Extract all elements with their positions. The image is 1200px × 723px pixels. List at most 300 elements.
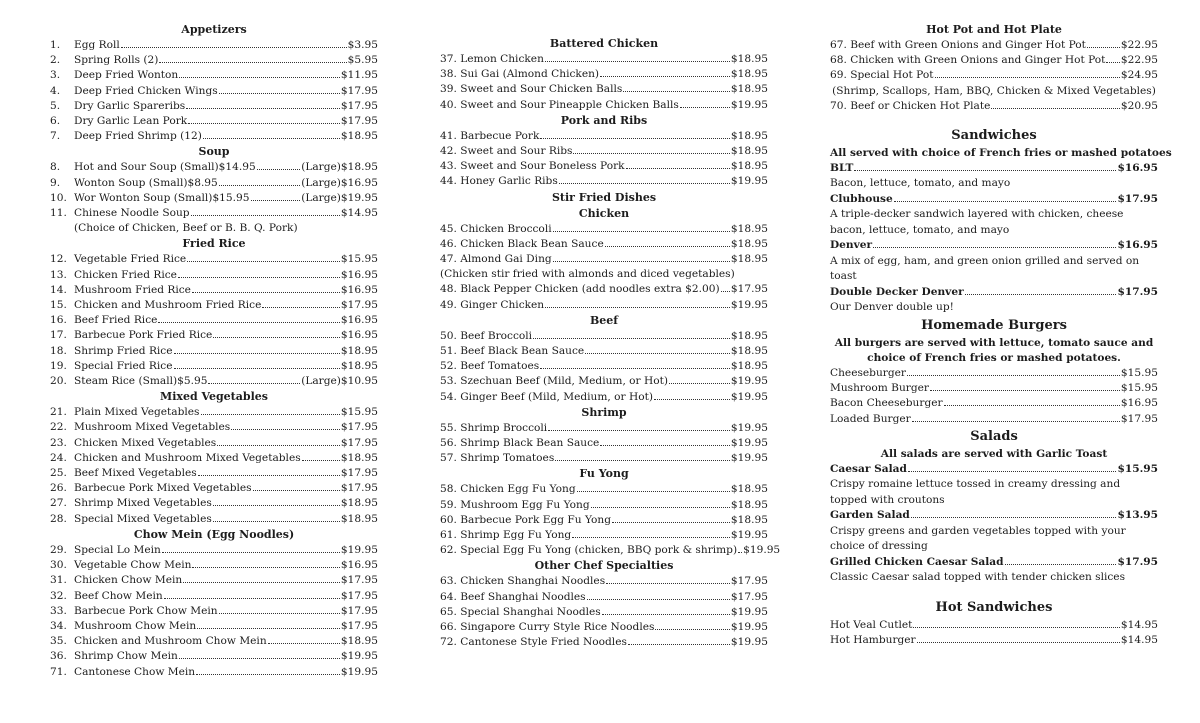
dot-leader: [231, 429, 340, 430]
menu-item: [50, 589, 378, 604]
dot-leader: [253, 490, 340, 491]
item-name: Hot Veal Cutlet: [830, 618, 913, 631]
item-name: Cheeseburger: [830, 367, 906, 379]
item-number: 20.: [50, 375, 67, 388]
dot-leader: [219, 93, 340, 94]
item-number: 30.: [50, 559, 67, 572]
item-name: 50. Beef Broccoli: [440, 329, 533, 342]
dot-leader: [572, 537, 730, 538]
item-price: $16.95: [340, 559, 378, 572]
item-number: 33.: [50, 604, 67, 617]
dot-leader: [302, 460, 340, 461]
item-name: 42. Sweet and Sour Ribs: [440, 145, 573, 158]
menu-item: [440, 436, 768, 451]
item-price: $16.95: [340, 268, 378, 281]
item-name: 41. Barbecue Pork: [440, 129, 540, 142]
item-price: $3.95: [347, 39, 378, 51]
menu-item: [830, 396, 1158, 411]
dot-leader: [158, 322, 340, 323]
menu-item: [50, 252, 378, 267]
dot-leader: [179, 658, 340, 659]
item-name: Double Decker Denver: [830, 285, 964, 298]
item-number: 11.: [50, 207, 67, 220]
menu-item: [440, 82, 768, 97]
menu-item: [440, 374, 768, 389]
menu-item: [50, 512, 378, 527]
item-number: 12.: [50, 253, 67, 266]
item-price: $18.95: [730, 237, 768, 250]
menu-item: [50, 374, 378, 389]
item-name: Clubhouse: [830, 193, 893, 206]
item-number: 35.: [50, 635, 67, 648]
section-heading: Salads: [970, 428, 1018, 444]
item-price: $18.95: [730, 329, 768, 342]
section-heading: Shrimp: [581, 405, 627, 419]
item-price: $16.95: [340, 329, 378, 342]
dot-leader: [573, 153, 729, 154]
item-name: Plain Mixed Vegetables: [74, 406, 200, 419]
menu-item: [50, 405, 378, 420]
item-price: $16.95: [340, 314, 378, 327]
item-price: $17.95: [340, 84, 378, 97]
item-price: $18.95: [730, 360, 768, 373]
dot-leader: [612, 522, 730, 523]
item-name: 58. Chicken Egg Fu Yong: [440, 483, 576, 496]
dot-leader: [911, 517, 1117, 518]
menu-item: [50, 84, 378, 99]
menu-item: [50, 619, 378, 634]
menu-item: [50, 283, 378, 298]
menu-item: [50, 268, 378, 283]
dot-leader: [555, 460, 730, 461]
dot-leader: [655, 629, 730, 630]
menu-item: [440, 605, 768, 620]
menu-item: [50, 129, 378, 144]
item-price: $16.95: [340, 283, 378, 296]
item-number: 71.: [50, 665, 67, 678]
item-number: 10.: [50, 191, 67, 204]
item-name: 47. Almond Gai Ding: [440, 253, 552, 266]
item-price: $17.95: [730, 283, 768, 296]
item-number: 26.: [50, 482, 67, 495]
item-price: $19.95: [340, 665, 378, 678]
item-name: Vegetable Fried Rice: [74, 253, 187, 266]
item-price: $19.95: [730, 98, 768, 111]
item-name: 40. Sweet and Sour Pineapple Chicken Balls: [440, 98, 679, 111]
item-price: $17.95: [340, 99, 378, 112]
item-price: $18.95: [730, 83, 768, 96]
menu-item: [50, 53, 378, 68]
item-number: 16.: [50, 314, 67, 327]
item-price: $17.95: [340, 589, 378, 602]
dot-leader: [626, 168, 730, 169]
item-price: $18.95: [340, 130, 378, 143]
dot-leader: [179, 77, 340, 78]
item-name: 48. Black Pepper Chicken (add noodles extra $2.00): [440, 283, 720, 296]
item-name: 56. Shrimp Black Bean Sauce: [440, 437, 600, 450]
item-description: Our Denver double up!: [830, 301, 954, 313]
item-name: 52. Beef Tomatoes: [440, 360, 540, 373]
item-price: $16.95: [1117, 162, 1158, 175]
menu-note: All burgers are served with lettuce, tomato sauce and: [834, 336, 1154, 349]
item-price: $19.95: [730, 636, 768, 649]
item-price: (Large)$19.95: [301, 191, 378, 204]
item-price: $18.95: [730, 222, 768, 235]
menu-item: [830, 508, 1158, 523]
item-name: 72. Cantonese Style Fried Noodles: [440, 636, 627, 649]
dot-leader: [213, 337, 340, 338]
dot-leader: [600, 76, 730, 77]
item-price: $18.95: [730, 53, 768, 65]
item-price: $19.95: [730, 421, 768, 434]
item-name: Beef Fried Rice: [74, 314, 158, 327]
item-name: 46. Chicken Black Bean Sauce: [440, 237, 604, 250]
item-name: Beef Mixed Vegetables: [74, 467, 197, 480]
item-number: 3.: [50, 69, 61, 82]
item-description: A mix of egg, ham, and green onion grilled and served on toast: [830, 254, 1140, 283]
item-number: 7.: [50, 130, 61, 143]
item-number: 31.: [50, 574, 67, 587]
menu-column-2: [440, 36, 781, 651]
item-price: $15.95: [1120, 382, 1158, 395]
menu-item: [440, 252, 768, 267]
section-heading: Other Chef Specialties: [534, 559, 674, 573]
item-name: 67. Beef with Green Onions and Ginger Hot Pot: [830, 39, 1086, 51]
dot-leader: [1087, 47, 1120, 48]
dot-leader: [991, 108, 1120, 109]
item-name: 55. Shrimp Broccoli: [440, 421, 548, 434]
item-name: 45. Chicken Broccoli: [440, 222, 552, 235]
item-name: 62. Special Egg Fu Yong (chicken, BBQ pork & shrimp): [440, 544, 738, 557]
menu-item: [50, 191, 378, 206]
menu-item: [440, 482, 768, 497]
menu-item: [50, 176, 378, 191]
item-number: 22.: [50, 421, 67, 434]
item-price: $17.95: [730, 575, 768, 588]
dot-leader: [545, 61, 730, 62]
menu-item: [830, 366, 1158, 381]
dot-leader: [533, 338, 730, 339]
item-price: $13.95: [1117, 509, 1158, 522]
item-name: Bacon Cheeseburger: [830, 397, 943, 410]
item-name: 70. Beef or Chicken Hot Plate: [830, 99, 991, 112]
menu-item: [440, 174, 768, 189]
item-number: 23.: [50, 436, 67, 449]
dot-leader: [178, 277, 340, 278]
dot-leader: [121, 47, 347, 48]
item-name: Dry Garlic Lean Pork: [74, 115, 188, 128]
menu-item: [50, 38, 378, 53]
menu-item: [440, 98, 768, 113]
item-number: 5.: [50, 99, 61, 112]
dot-leader: [219, 185, 300, 186]
menu-item: [440, 129, 768, 144]
menu-item: [50, 298, 378, 313]
menu-item: [440, 67, 768, 82]
item-number: 32.: [50, 589, 67, 602]
item-price: $18.95: [340, 451, 378, 464]
dot-leader: [198, 475, 340, 476]
item-number: 25.: [50, 467, 67, 480]
item-price: $17.95: [340, 421, 378, 434]
menu-item: [50, 604, 378, 619]
item-name: 54. Ginger Beef (Mild, Medium, or Hot): [440, 390, 653, 403]
item-name: Shrimp Mixed Vegetables: [74, 497, 212, 510]
menu-item: [830, 53, 1158, 68]
item-price: $14.95: [340, 207, 378, 220]
item-name: Caesar Salad: [830, 463, 907, 476]
item-name: Deep Fried Wonton: [74, 69, 179, 82]
dot-leader: [577, 491, 730, 492]
section-heading: Hot Pot and Hot Plate: [926, 23, 1062, 36]
dot-leader: [738, 552, 742, 553]
menu-item: [440, 329, 768, 344]
item-name: Wonton Soup (Small)$8.95: [74, 176, 218, 189]
menu-item: [50, 344, 378, 359]
section-heading: Chicken: [578, 206, 630, 220]
menu-item: [440, 282, 768, 297]
item-name: Chicken Chow Mein: [74, 574, 183, 587]
item-number: 13.: [50, 268, 67, 281]
dot-leader: [680, 107, 730, 108]
dot-leader: [553, 231, 730, 232]
menu-column-3: [830, 22, 1172, 648]
item-name: Vegetable Chow Mein: [74, 559, 192, 572]
menu-note: All served with choice of French fries or mashed potatoes: [830, 147, 1172, 160]
item-name: Barbecue Pork Fried Rice: [74, 329, 213, 342]
item-price: $18.95: [730, 129, 768, 142]
item-price: $20.95: [1120, 99, 1158, 112]
item-price: $19.95: [730, 375, 768, 388]
menu-note: All salads are served with Garlic Toast: [880, 447, 1108, 460]
item-price: $15.95: [340, 406, 378, 419]
item-name: 53. Szechuan Beef (Mild, Medium, or Hot): [440, 375, 668, 388]
dot-leader: [540, 368, 730, 369]
menu-item: [830, 555, 1158, 570]
item-price: $22.95: [1120, 54, 1158, 67]
menu-item: [440, 222, 768, 237]
dot-leader: [159, 62, 346, 63]
item-name: Wor Wonton Soup (Small)$15.95: [74, 191, 250, 204]
item-price: $17.95: [1117, 193, 1158, 206]
dot-leader: [935, 77, 1120, 78]
menu-item: [830, 462, 1158, 477]
dot-leader: [548, 430, 730, 431]
dot-leader: [602, 614, 730, 615]
item-name: Hot and Sour Soup (Small)$14.95: [74, 161, 256, 174]
item-name: Spring Rolls (2): [74, 54, 159, 67]
menu-item: [440, 574, 768, 589]
dot-leader: [553, 261, 730, 262]
item-name: Chicken and Mushroom Fried Rice: [74, 299, 262, 312]
item-name: Chicken Mixed Vegetables: [74, 436, 217, 449]
item-price: $19.95: [730, 390, 768, 403]
item-number: 28.: [50, 512, 67, 525]
section-heading: Fu Yong: [579, 467, 629, 481]
menu-item: [50, 436, 378, 451]
dot-leader: [201, 414, 340, 415]
dot-leader: [944, 405, 1120, 406]
item-price: $19.95: [730, 175, 768, 188]
menu-item: [440, 635, 768, 650]
dot-leader: [213, 521, 340, 522]
item-number: 29.: [50, 543, 67, 556]
dot-leader: [545, 307, 730, 308]
item-price: $18.95: [340, 512, 378, 525]
item-name: Barbecue Pork Mixed Vegetables: [74, 482, 252, 495]
item-price: (Large)$10.95: [301, 375, 378, 388]
section-heading: Pork and Ribs: [560, 113, 648, 127]
menu-item: [50, 206, 378, 221]
item-price: $17.95: [340, 619, 378, 632]
menu-item: [50, 649, 378, 664]
dot-leader: [187, 261, 340, 262]
item-name: Deep Fried Chicken Wings: [74, 84, 218, 97]
item-number: 24.: [50, 451, 67, 464]
item-price: $17.95: [340, 482, 378, 495]
item-name: Mushroom Fried Rice: [74, 283, 191, 296]
item-price: $18.95: [730, 345, 768, 358]
dot-leader: [908, 471, 1117, 472]
menu-item: [50, 359, 378, 374]
section-heading: Appetizers: [181, 23, 247, 36]
item-price: $19.95: [730, 529, 768, 542]
section-heading: Battered Chicken: [549, 37, 659, 50]
menu-item: [830, 192, 1158, 207]
item-name: Shrimp Fried Rice: [74, 344, 173, 357]
menu-item: [440, 421, 768, 436]
item-name: 66. Singapore Curry Style Rice Noodles: [440, 621, 655, 634]
dot-leader: [559, 183, 730, 184]
item-price: $17.95: [730, 590, 768, 603]
item-number: 9.: [50, 176, 61, 189]
item-price: $17.95: [1117, 285, 1158, 298]
item-price: $18.95: [340, 344, 378, 357]
item-price: $19.95: [340, 543, 378, 556]
item-price: $19.95: [730, 437, 768, 450]
section-heading: Fried Rice: [182, 237, 246, 251]
item-price: $17.95: [1117, 555, 1158, 568]
item-name: 65. Special Shanghai Noodles: [440, 605, 601, 618]
menu-item: [50, 466, 378, 481]
item-name: 57. Shrimp Tomatoes: [440, 452, 555, 465]
dot-leader: [654, 399, 730, 400]
item-price: $18.95: [730, 498, 768, 511]
dot-leader: [965, 294, 1117, 295]
item-name: 38. Sui Gai (Almond Chicken): [440, 68, 600, 81]
item-name: Grilled Chicken Caesar Salad: [830, 555, 1004, 568]
item-price: $18.95: [730, 145, 768, 158]
section-spacer: [830, 586, 1158, 598]
dot-leader: [262, 307, 340, 308]
item-name: Garden Salad: [830, 509, 910, 522]
menu-note: (Choice of Chicken, Beef or B. B. Q. Pork): [74, 222, 298, 235]
item-name: Barbecue Pork Chow Mein: [74, 604, 218, 617]
menu-item: [440, 498, 768, 513]
item-name: Denver: [830, 239, 873, 252]
menu-item: [50, 114, 378, 129]
menu-item: [50, 481, 378, 496]
dot-leader: [192, 292, 340, 293]
menu-item: [50, 558, 378, 573]
item-name: Special Mixed Vegetables: [74, 512, 212, 525]
item-price: $17.95: [1120, 412, 1158, 425]
menu-item: [830, 618, 1158, 633]
item-name: 59. Mushroom Egg Fu Yong: [440, 498, 590, 511]
section-heading: Hot Sandwiches: [935, 599, 1053, 615]
menu-item: [50, 573, 378, 588]
item-name: 64. Beef Shanghai Noodles: [440, 590, 586, 603]
dot-leader: [1106, 62, 1120, 63]
dot-leader: [257, 169, 300, 170]
dot-leader: [917, 642, 1120, 643]
item-number: 6.: [50, 115, 61, 128]
item-price: $16.95: [1120, 397, 1158, 410]
item-price: $17.95: [340, 467, 378, 480]
item-name: Chicken and Mushroom Mixed Vegetables: [74, 451, 301, 464]
item-price: $18.95: [730, 483, 768, 496]
menu-note: (Chicken stir fried with almonds and diced vegetables): [440, 268, 735, 281]
menu-item: [50, 665, 378, 680]
item-price: (Large)$16.95: [301, 176, 378, 189]
item-price: $17.95: [340, 574, 378, 587]
dot-leader: [197, 628, 340, 629]
item-number: 19.: [50, 359, 67, 372]
item-name: 39. Sweet and Sour Chicken Balls: [440, 83, 623, 96]
menu-column-1: [50, 22, 378, 680]
item-price: $15.95: [340, 253, 378, 266]
item-number: 18.: [50, 344, 67, 357]
item-name: 63. Chicken Shanghai Noodles: [440, 575, 606, 588]
menu-item: [830, 99, 1158, 114]
item-name: 60. Barbecue Pork Egg Fu Yong: [440, 513, 612, 526]
menu-item: [50, 451, 378, 466]
item-price: $17.95: [340, 604, 378, 617]
item-number: 34.: [50, 619, 67, 632]
dot-leader: [623, 91, 730, 92]
menu-item: [50, 99, 378, 114]
dot-leader: [907, 375, 1120, 376]
item-price: $15.95: [1117, 463, 1158, 476]
menu-item: [440, 390, 768, 405]
item-name: Deep Fried Shrimp (12): [74, 130, 202, 143]
section-heading: Sandwiches: [951, 128, 1037, 144]
menu-item: [830, 412, 1158, 427]
menu-item: [440, 451, 768, 466]
dot-leader: [251, 200, 301, 201]
dot-leader: [930, 390, 1120, 391]
item-number: 36.: [50, 650, 67, 663]
item-price: $14.95: [1120, 618, 1158, 631]
item-name: Chicken and Mushroom Chow Mein: [74, 635, 267, 648]
item-description: Classic Caesar salad topped with tender chicken slices: [830, 571, 1126, 583]
item-name: 69. Special Hot Pot: [830, 69, 934, 82]
menu-item: [440, 144, 768, 159]
dot-leader: [186, 108, 340, 109]
section-heading: Beef: [589, 313, 619, 327]
dot-leader: [192, 567, 339, 568]
item-name: Chinese Noodle Soup: [74, 207, 190, 220]
menu-item: [440, 513, 768, 528]
item-number: 17.: [50, 329, 67, 342]
item-name: Beef Chow Mein: [74, 589, 163, 602]
section-heading: Chow Mein (Egg Noodles): [133, 527, 295, 541]
dot-leader: [188, 123, 340, 124]
dot-leader: [913, 627, 1120, 628]
item-name: Dry Garlic Spareribs: [74, 99, 186, 112]
item-price: $19.95: [730, 298, 768, 311]
dot-leader: [191, 215, 340, 216]
